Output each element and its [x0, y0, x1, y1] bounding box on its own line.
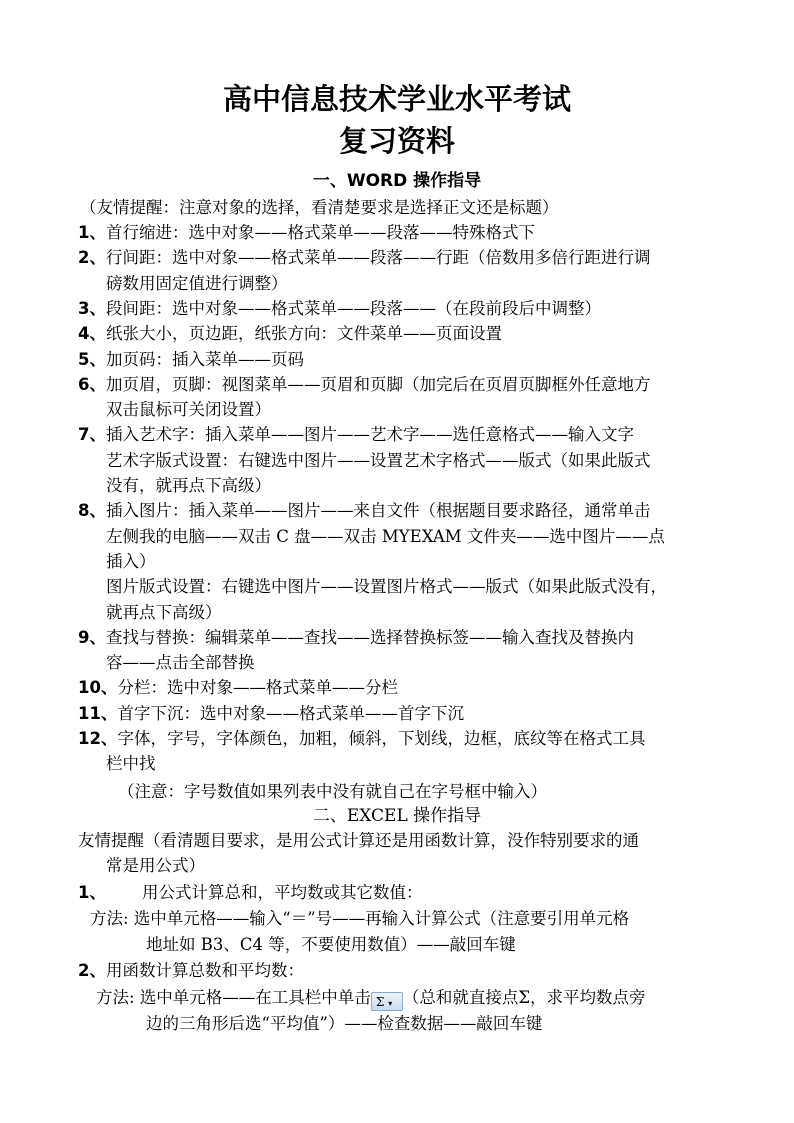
- list-item-text: 艺术字版式设置：右键选中图片——设置艺术字格式——版式（如果此版式: [106, 450, 651, 470]
- list-item-text: 插入艺术字：插入菜单——图片——艺术字——选任意格式——输入文字: [105, 425, 634, 445]
- item2-number: 2、: [78, 961, 106, 980]
- list-item-text: 加页码：插入菜单——页码: [105, 349, 304, 369]
- list-item-text: 没有，就再点下高级）: [106, 476, 271, 495]
- list-item-continuation: [106, 602, 222, 624]
- section1-heading: 一、WORD 操作指导: [312, 171, 482, 191]
- list-item-continuation: [106, 576, 667, 598]
- list-item-continuation: [106, 450, 651, 472]
- list-item-text: 插入图片：插入菜单——图片——来自文件（根据题目要求路径，通常单击: [105, 501, 651, 521]
- list-item-continuation: [106, 273, 288, 295]
- item2-row: [78, 960, 304, 982]
- list-item-text: 栏中找: [106, 754, 156, 774]
- list-item-continuation: [106, 475, 271, 497]
- list-item-text: 图片版式设置：右键选中图片——设置图片格式——版式（如果此版式没有，: [106, 577, 667, 597]
- item1-text: 用公式计算总和，平均数或其它数值：: [141, 883, 423, 902]
- list-item: [78, 500, 650, 522]
- list-item-text: 首行缩进：选中对象——格式菜单——段落——特殊格式下: [105, 223, 535, 242]
- item1-row: [78, 882, 422, 904]
- list-item-number: 9、: [78, 627, 106, 647]
- list-item-number: 8、: [78, 501, 106, 521]
- list-item-text: 字体，字号，字体颜色，加粗，倾斜，下划线，边框，底纹等在格式工具: [117, 729, 646, 748]
- section1-tip: （友情提醒：注意对象的选择，看清楚要求是选择正文还是标题）: [80, 198, 559, 217]
- item2-method-pre: 方法: 选中单元格——在工具栏中单击: [96, 988, 371, 1007]
- list-item-number: 7、: [78, 425, 106, 445]
- list-item: [78, 728, 645, 750]
- item1-method-line1: 方法: 选中单元格——输入“＝”号——再输入计算公式（注意要引用单元格: [90, 909, 630, 928]
- item1-method-line2: 地址如 B3、C4 等，不要使用数值）——敲回车键: [146, 935, 516, 954]
- section1-note: （注意：字号数值如果列表中没有就自己在字号框中输入）: [118, 782, 547, 801]
- list-item-number: 5、: [78, 349, 106, 369]
- list-item-text: 加页眉，页脚：视图菜单——页眉和页脚（加完后在页眉页脚框外任意地方: [105, 374, 651, 394]
- list-item-continuation: [106, 399, 271, 421]
- item2-text: 用函数计算总数和平均数：: [105, 961, 304, 980]
- list-item-continuation: [106, 753, 156, 775]
- list-item-text: 查找与替换：编辑菜单——查找——选择替换标签——输入查找及替换内: [105, 627, 634, 647]
- autosum-sigma-icon: [371, 992, 403, 1011]
- list-item: [78, 222, 535, 244]
- list-item: [78, 349, 304, 371]
- list-item: [78, 374, 650, 396]
- list-item-continuation: [106, 551, 156, 573]
- item2-method-line1: [96, 987, 645, 1011]
- item1-number: 1、: [78, 883, 106, 902]
- list-item: [78, 298, 601, 320]
- list-item-continuation: [106, 652, 255, 674]
- section2-tip-line1: 友情提醒（看清题目要求，是用公式计算还是用函数计算，没作特别要求的通: [78, 831, 639, 850]
- list-item-number: 4、: [78, 324, 106, 344]
- doc-title-line1: 高中信息技术学业水平考试: [222, 82, 571, 116]
- list-item-text: 纸张大小，页边距，纸张方向：文件菜单——页面设置: [105, 324, 502, 344]
- section2-heading: 二、EXCEL 操作指导: [312, 806, 482, 826]
- item2-method-line2: 边的三角形后选“平均值”）——检查数据——敲回车键: [146, 1014, 543, 1033]
- list-item-text: 双击鼠标可关闭设置）: [106, 400, 271, 420]
- chevron-down-icon: ▾: [388, 999, 393, 1008]
- list-item-number: 11、: [78, 703, 118, 723]
- list-item: [78, 677, 398, 699]
- list-item-number: 12、: [78, 729, 118, 748]
- list-item-continuation: [106, 526, 665, 548]
- list-item-text: 插入）: [106, 551, 156, 571]
- list-item: [78, 323, 502, 345]
- list-item-number: 1、: [78, 223, 106, 242]
- section2-tip-line2: 常是用公式）: [106, 856, 205, 875]
- doc-title-line2: 复习资料: [338, 124, 455, 158]
- list-item-text: 段间距：选中对象——格式菜单——段落——（在段前段后中调整）: [105, 298, 601, 318]
- list-item: [78, 703, 464, 725]
- list-item-text: 磅数用固定值进行调整）: [106, 273, 288, 293]
- list-item-number: 2、: [78, 248, 106, 268]
- list-item-text: 容——点击全部替换: [106, 653, 255, 673]
- list-item: [78, 247, 650, 269]
- list-item-text: 就再点下高级）: [106, 602, 222, 622]
- list-item-number: 3、: [78, 298, 106, 318]
- list-item-text: 行间距：选中对象——格式菜单——段落——行距（倍数用多倍行距进行调: [105, 248, 651, 268]
- list-item: [78, 627, 634, 649]
- list-item-number: 6、: [78, 374, 106, 394]
- list-item-text: 分栏：选中对象——格式菜单——分栏: [117, 678, 398, 698]
- list-item-text: 首字下沉：选中对象——格式菜单——首字下沉: [117, 703, 464, 723]
- list-item-number: 10、: [78, 678, 118, 698]
- sigma-glyph: Σ: [375, 995, 385, 1009]
- list-item: [78, 424, 634, 446]
- list-item-text: 左侧我的电脑——双击 C 盘——双击 MYEXAM 文件夹——选中图片——点: [106, 526, 665, 546]
- item2-method-post: （总和就直接点Σ，求平均数点旁: [402, 988, 646, 1007]
